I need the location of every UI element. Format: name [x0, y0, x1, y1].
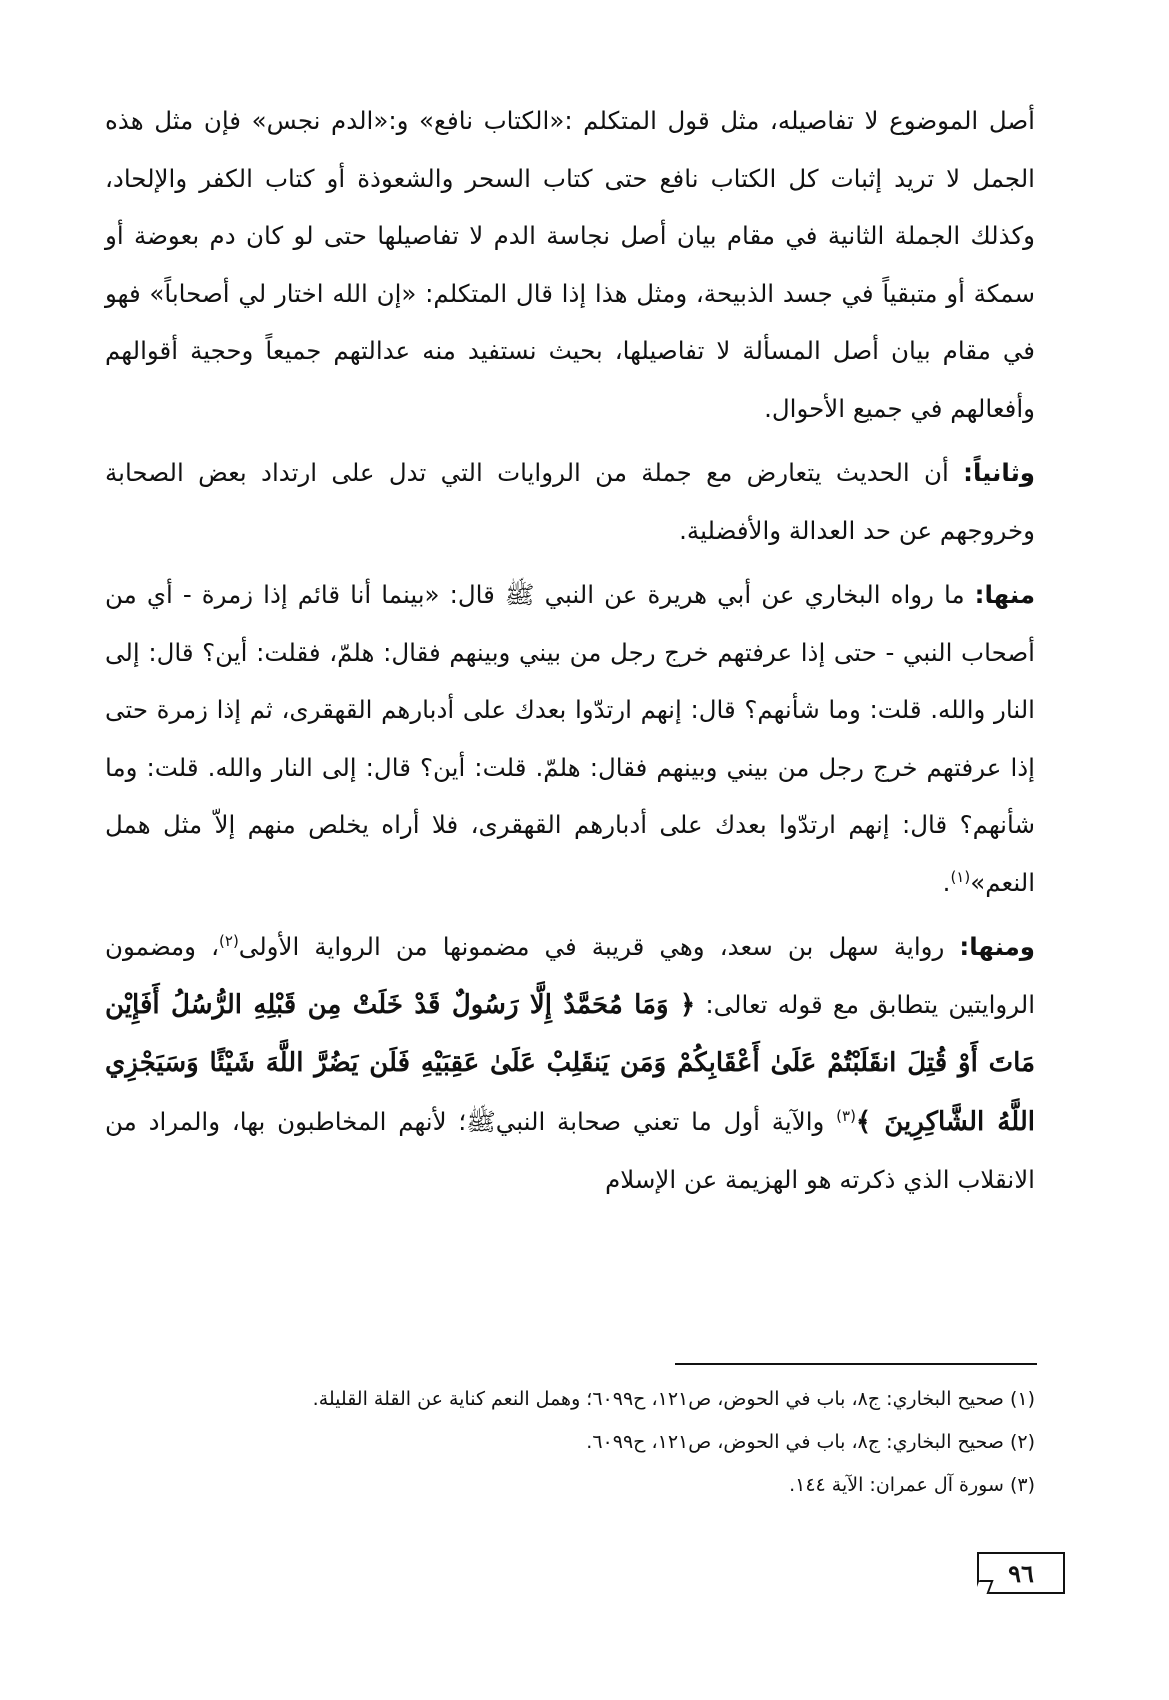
- paragraph-lead: ومنها:: [959, 932, 1035, 961]
- footnote-3: (٣) سورة آل عمران: الآية ١٤٤.: [789, 1474, 1035, 1496]
- paragraph-text: رواية سهل بن سعد، وهي قريبة في مضمونها من الرواية الأولى: [238, 932, 960, 961]
- paragraph-text: والآية أول ما تعني صحابة النبيﷺ؛ لأنهم المخاطبون بها، والمراد من الانقلاب الذي ذكرته هو الهزيمة عن الإسلام: [105, 1106, 1035, 1194]
- paragraph-tail: .: [942, 867, 951, 897]
- paragraph-2: [105, 444, 1035, 559]
- footnote-ref-2[interactable]: (٢): [219, 931, 239, 950]
- paragraph-lead: وثانياً:: [963, 458, 1035, 487]
- footnote-divider: [675, 1363, 1037, 1365]
- quran-verse: ﴿ وَمَا مُحَمَّدٌ إِلَّا رَسُولٌ قَدْ خَلَتْ مِن قَبْلِهِ الرُّسُلُ أَفَإِيْن مَاتَ أَوْ قُتِلَ انقَلَبْتُمْ عَلَىٰ أَعْقَابِكُمْ وَمَن يَنقَلِبْ عَلَىٰ عَقِبَيْهِ فَلَن يَضُرَّ اللَّهَ شَيْئًا وَسَيَجْزِي اللَّهُ الشَّاكِرِينَ ﴾: [105, 989, 1035, 1137]
- footnote-1: (١) صحيح البخاري: ج٨، باب في الحوض، ص١٢١، ح٦٠٩٩؛ وهمل النعم كناية عن القلة القليلة.: [312, 1388, 1035, 1410]
- footnote-ref-3[interactable]: (٣): [836, 1106, 856, 1125]
- paragraph-1: [105, 92, 1035, 437]
- footnote-ref-1[interactable]: (١): [950, 867, 971, 886]
- paragraph-4: [105, 918, 1035, 1209]
- paragraph-text: ما رواه البخاري عن أبي هريرة عن النبي ﷺ قال: «بينما أنا قائم إذا زمرة - أي من أصحاب النبي - حتى إذا عرفتهم خرج رجل من بيني وبينهم فقال: هلمّ، فقلت: أين؟ قال: إلى النار والله. قلت: وما شأنهم؟ قال: إنهم ارتدّوا بعدك على أدبارهم القهقرى، ثم إذا زمرة حتى إذا عرفتهم خرج رجل من بيني وبينهم فقال: هلمّ. قلت: أين؟ قال: إلى النار والله. قلت: وما شأنهم؟ قال: إنهم ارتدّوا بعدك على أدبارهم القهقرى، فلا أراه يخلص منهم إلاّ مثل همل النعم»: [105, 580, 1035, 897]
- footnotes: [105, 1378, 1035, 1507]
- paragraph-text: ، ومضمون الروايتين يتطابق مع قوله تعالى:: [105, 932, 1035, 1019]
- paragraph-text: أصل الموضوع لا تفاصيله، مثل قول المتكلم :«الكتاب نافع» و:«الدم نجس» فإن مثل هذه الجمل لا تريد إثبات كل الكتاب نافع حتى كتاب السحر والشعوذة أو كتاب الكفر والإلحاد، وكذلك الجملة الثانية في مقام بيان أصل نجاسة الدم لا تفاصيلها حتى لو كان دم بعوضة أو سمكة أو متبقياً في جسد الذبيحة، ومثل هذا إذا قال المتكلم: «إن الله اختار لي أصحاباً» فهو في مقام بيان أصل المسألة لا تفاصيلها، بحيث نستفيد منه عدالتهم جميعاً وحجية أقوالهم وأفعالهم في جميع الأحوال.: [105, 106, 1035, 423]
- paragraph-lead: منها:: [974, 580, 1035, 609]
- footnote-2: (٢) صحيح البخاري: ج٨، باب في الحوض، ص١٢١، ح٦٠٩٩.: [586, 1431, 1035, 1453]
- main-text: [105, 92, 1035, 1216]
- paragraph-3: [105, 566, 1035, 911]
- paragraph-text: أن الحديث يتعارض مع جملة من الروايات التي تدل على ارتداد بعض الصحابة وخروجهم عن حد العدالة والأفضلية.: [105, 458, 1035, 545]
- page-number: ٩٦: [977, 1552, 1065, 1594]
